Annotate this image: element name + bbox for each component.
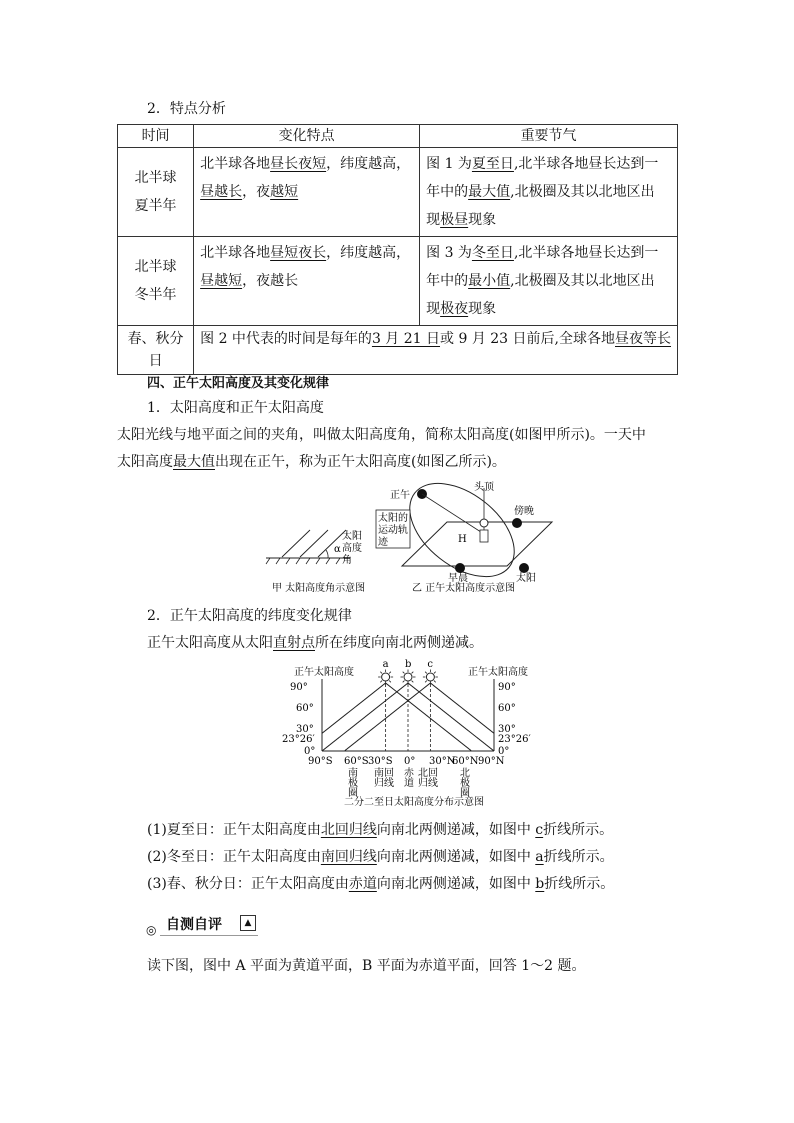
caption-yi: 乙 正午太阳高度示意图 bbox=[412, 583, 516, 594]
below-label: 极 bbox=[348, 778, 358, 789]
sun-icon bbox=[426, 673, 434, 681]
sun-label: c bbox=[427, 659, 433, 670]
angle-label: 高度 bbox=[342, 543, 362, 554]
observer-body bbox=[480, 530, 488, 542]
y-tick-label: 90° bbox=[290, 682, 308, 693]
text-run: ,北极圈及其以北地区出 bbox=[510, 273, 655, 289]
key-line bbox=[426, 239, 671, 267]
alpha-label: α bbox=[334, 544, 341, 555]
key-line bbox=[426, 295, 671, 323]
key-line bbox=[426, 150, 671, 178]
text-run: 折线所示。 bbox=[544, 876, 615, 892]
text-run: 折线所示。 bbox=[543, 822, 614, 838]
text-run: ，纬度越高， bbox=[326, 156, 411, 172]
text-run: 正午太阳高度从太阳 bbox=[147, 635, 273, 651]
angle-label: 太阳 bbox=[342, 531, 362, 542]
x-tick-label: 90°N bbox=[478, 756, 505, 767]
change-cell bbox=[194, 237, 420, 326]
section-title-features: 2．特点分析 bbox=[147, 101, 226, 117]
time-cell: 春、秋分日 bbox=[118, 326, 194, 375]
text-run: ,北半球各地昼长达到一 bbox=[513, 156, 659, 172]
features-table bbox=[117, 124, 678, 375]
table-header-cell: 时间 bbox=[118, 125, 194, 148]
equinox-cell bbox=[194, 326, 678, 375]
below-label: 北回 bbox=[418, 768, 438, 779]
underlined-text: 极夜 bbox=[440, 301, 469, 317]
y-tick-label: 90° bbox=[498, 682, 516, 693]
caption-jia: 甲 太阳高度角示意图 bbox=[272, 583, 366, 594]
underlined-text: 昼长夜短 bbox=[270, 156, 327, 172]
time-line: 北半球 bbox=[134, 170, 177, 186]
underlined-text: 昼越短 bbox=[200, 273, 243, 289]
dusk-label: 傍晚 bbox=[514, 506, 534, 517]
sun-label: 太阳 bbox=[516, 573, 536, 584]
text-run: 现象 bbox=[468, 212, 497, 228]
text-run: 北半球各地 bbox=[200, 156, 271, 172]
list-item bbox=[147, 873, 614, 893]
below-label: 归线 bbox=[374, 778, 394, 789]
below-label: 赤 bbox=[404, 768, 414, 779]
text-run: ，夜 bbox=[242, 184, 271, 200]
key-cell bbox=[420, 148, 678, 237]
underlined-text: 最大值 bbox=[173, 454, 215, 470]
table-header-cell: 变化特点 bbox=[194, 125, 420, 148]
sun-ray bbox=[434, 672, 436, 674]
sun-label: a bbox=[382, 659, 389, 670]
sun-ray bbox=[425, 672, 427, 674]
underlined-text: a bbox=[535, 849, 544, 865]
text-run: 年中的 bbox=[426, 184, 469, 200]
sun-icon bbox=[382, 673, 390, 681]
noon-ray bbox=[422, 494, 484, 534]
underlined-text: b bbox=[535, 876, 545, 892]
sun-ray bbox=[403, 672, 405, 674]
change-line bbox=[200, 150, 413, 178]
time-line: 夏半年 bbox=[134, 198, 177, 214]
text-run: 太阳高度 bbox=[117, 454, 173, 470]
figure-caption: 二分二至日太阳高度分布示意图 bbox=[344, 797, 484, 808]
sun-dot bbox=[519, 563, 529, 573]
text-run: 图 1 为 bbox=[426, 156, 472, 172]
section-title-noon-altitude: 四、正午太阳高度及其变化规律 bbox=[147, 376, 330, 391]
table-header-cell: 重要节气 bbox=[420, 125, 678, 148]
sun-ray bbox=[380, 681, 382, 683]
text-run: 向南北两侧递减，如图中 bbox=[376, 849, 536, 865]
table-row bbox=[118, 148, 678, 237]
below-label: 极 bbox=[460, 778, 470, 789]
text-run: 折线所示。 bbox=[543, 849, 614, 865]
sun-ray bbox=[389, 672, 391, 674]
text-run: 图 3 为 bbox=[426, 245, 472, 261]
y-axis-label-right: 正午太阳高度 bbox=[468, 667, 528, 678]
below-label: 北 bbox=[460, 768, 470, 779]
text-run: 所在纬度向南北两侧递减。 bbox=[315, 635, 483, 651]
observer-head bbox=[480, 519, 488, 527]
y-tick-label: 23°26′ bbox=[282, 734, 315, 745]
subsection-title-latitude: 2．正午太阳高度的纬度变化规律 bbox=[147, 608, 352, 624]
x-tick-label: 90°S bbox=[308, 756, 333, 767]
H-label: H bbox=[458, 534, 467, 545]
sun-ray bbox=[403, 681, 405, 683]
sun-ray bbox=[389, 681, 391, 683]
noon-label: 正午 bbox=[390, 490, 410, 501]
noon-altitude-distribution-figure bbox=[282, 659, 550, 809]
sun-icon bbox=[404, 673, 412, 681]
subsection-title-altitude: 1．太阳高度和正午太阳高度 bbox=[147, 400, 324, 416]
text-run: 向南北两侧递减，如图中 bbox=[376, 822, 536, 838]
text-run: 年中的 bbox=[426, 273, 469, 289]
underlined-text: 夏至日 bbox=[471, 156, 514, 172]
badge-underline bbox=[160, 935, 258, 936]
y-tick-label: 0° bbox=[304, 746, 316, 757]
below-label: 南回 bbox=[374, 768, 394, 779]
text-run: (3)春、秋分日：正午太阳高度由 bbox=[147, 876, 349, 892]
circle-icon: ◎ bbox=[146, 923, 157, 937]
underlined-text: 最大值 bbox=[468, 184, 511, 200]
altitude-polyline-c bbox=[345, 683, 494, 750]
text-run: ,北半球各地昼长达到一 bbox=[513, 245, 659, 261]
angle-arc bbox=[326, 550, 328, 558]
paragraph-line bbox=[117, 451, 506, 471]
text-run: 图 2 中代表的时间是每年的 bbox=[200, 331, 372, 347]
latitude-guides bbox=[386, 679, 431, 751]
key-line bbox=[426, 267, 671, 295]
x-tick-label: 60°S bbox=[344, 756, 369, 767]
list-item bbox=[147, 846, 614, 866]
text-run: 现象 bbox=[468, 301, 497, 317]
track-label: 运动轨 bbox=[378, 525, 408, 536]
time-line: 北半球 bbox=[134, 259, 177, 275]
below-label: 南 bbox=[348, 768, 358, 779]
text-run: ，纬度越高， bbox=[326, 245, 411, 261]
y-tick-label: 60° bbox=[498, 703, 516, 714]
sun-icons bbox=[378, 659, 438, 685]
sun-ray bbox=[425, 681, 427, 683]
y-axis-label-left: 正午太阳高度 bbox=[294, 667, 354, 678]
underlined-text: c bbox=[535, 822, 544, 838]
underlined-text: 极昼 bbox=[440, 212, 469, 228]
text-run: 或 9 月 23 日前后,全球各地 bbox=[440, 331, 615, 347]
underlined-text: 越短 bbox=[270, 184, 299, 200]
question-intro: 读下图，图中 A 平面为黄道平面，B 平面为赤道平面，回答 1～2 题。 bbox=[147, 958, 586, 974]
text-run: 现 bbox=[426, 301, 441, 317]
zenith-label: 头顶 bbox=[474, 482, 494, 493]
sun-dusk-dot bbox=[512, 518, 522, 528]
sun-ray bbox=[412, 672, 414, 674]
underlined-text: 北回归线 bbox=[320, 822, 377, 838]
text-run: 出现在正午，称为正午太阳高度(如图乙所示)。 bbox=[215, 454, 506, 470]
underlined-text: 昼短夜长 bbox=[270, 245, 327, 261]
x-tick-label: 30°N bbox=[429, 756, 456, 767]
text-run: ,北极圈及其以北地区出 bbox=[510, 184, 655, 200]
y-tick-label: 0° bbox=[498, 746, 510, 757]
ground-hatching bbox=[266, 558, 340, 564]
key-cell bbox=[420, 237, 678, 326]
text-run: (1)夏至日：正午太阳高度由 bbox=[147, 822, 321, 838]
below-label: 圈 bbox=[348, 788, 358, 799]
underlined-text: 直射点 bbox=[273, 635, 315, 651]
sun-dawn-dot bbox=[455, 563, 465, 573]
time-cell bbox=[118, 237, 194, 326]
time-line: 冬半年 bbox=[134, 287, 177, 303]
underlined-text: 最小值 bbox=[468, 273, 511, 289]
underlined-text: 昼夜等长 bbox=[615, 331, 671, 347]
y-tick-label: 30° bbox=[498, 724, 516, 735]
self-test-badge bbox=[146, 911, 264, 937]
y-tick-label: 23°26′ bbox=[498, 734, 531, 745]
change-cell bbox=[194, 148, 420, 237]
track-label: 迹 bbox=[378, 537, 388, 548]
paragraph-line: 太阳光线与地平面之间的夹角，叫做太阳高度角，简称太阳高度(如图甲所示)。一天中 bbox=[117, 427, 646, 443]
x-tick-label: 60°N bbox=[452, 756, 479, 767]
track-label: 太阳的 bbox=[378, 513, 408, 524]
underlined-text: 南回归线 bbox=[320, 849, 377, 865]
text-run: 现 bbox=[426, 212, 441, 228]
table-header-row bbox=[118, 125, 678, 148]
sun-label: b bbox=[405, 659, 412, 670]
altitude-polyline-a bbox=[322, 683, 471, 750]
change-line bbox=[200, 267, 413, 295]
paragraph-line bbox=[147, 632, 483, 652]
underlined-text: 3 月 21 日 bbox=[371, 331, 441, 347]
x-tick-label: 0° bbox=[404, 756, 416, 767]
badge-label: 自测自评 bbox=[166, 917, 222, 933]
change-line bbox=[200, 239, 413, 267]
underlined-text: 昼越长 bbox=[200, 184, 243, 200]
below-label: 归线 bbox=[418, 778, 438, 789]
list-item bbox=[147, 819, 613, 839]
table-row bbox=[118, 237, 678, 326]
key-line bbox=[426, 206, 671, 234]
sun-ray bbox=[380, 672, 382, 674]
x-tick-label: 30°S bbox=[368, 756, 393, 767]
y-tick-label: 60° bbox=[296, 703, 314, 714]
badge-icon: ▲ bbox=[240, 915, 256, 931]
table-row bbox=[118, 326, 678, 375]
sun-altitude-figure bbox=[262, 478, 562, 600]
underlined-text: 冬至日 bbox=[471, 245, 514, 261]
dawn-label: 早晨 bbox=[448, 573, 468, 584]
underlined-text: 赤道 bbox=[348, 876, 377, 892]
text-run: 北半球各地 bbox=[200, 245, 271, 261]
below-label: 圈 bbox=[460, 788, 470, 799]
key-line bbox=[426, 178, 671, 206]
y-tick-label: 30° bbox=[296, 724, 314, 735]
sun-ray bbox=[412, 681, 414, 683]
sun-ray bbox=[434, 681, 436, 683]
below-label: 道 bbox=[404, 778, 414, 789]
text-run: 向南北两侧递减，如图中 bbox=[376, 876, 536, 892]
change-line bbox=[200, 178, 413, 206]
angle-label: 角 bbox=[342, 555, 352, 566]
text-run: ，夜越长 bbox=[242, 273, 299, 289]
time-cell bbox=[118, 148, 194, 237]
text-run: (2)冬至日：正午太阳高度由 bbox=[147, 849, 321, 865]
